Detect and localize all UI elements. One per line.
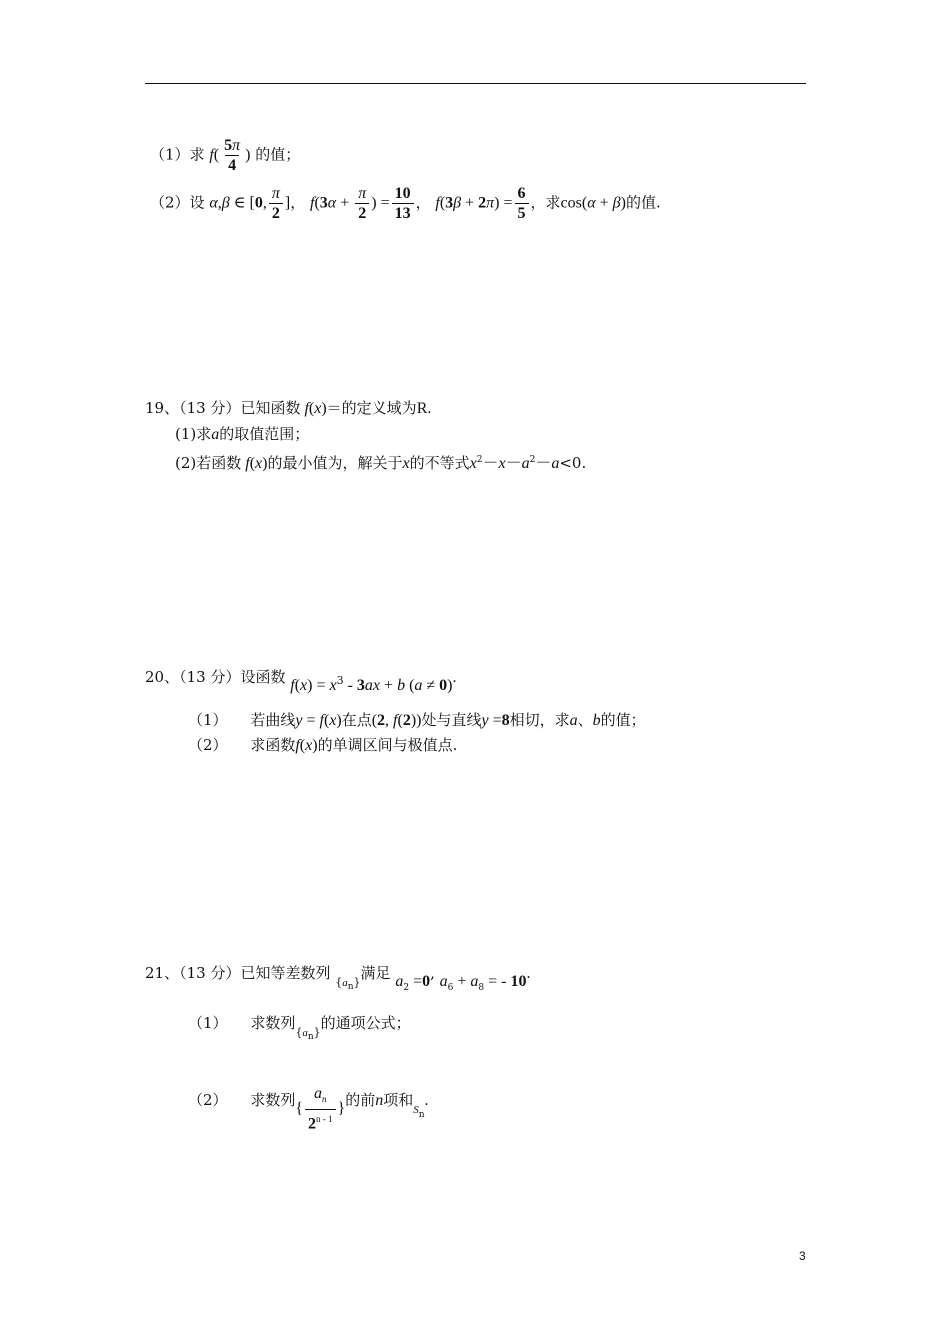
q19-part2: (2)若函数 f(x)的最小值为，解关于x的不等式$x^2-x-a^2-a<0$. <box>175 454 587 472</box>
q19-header: 19、（13 分）已知函数 f(x)＝的定义域为R. <box>145 399 432 417</box>
q21-part1: （1） 求数列$_{\{a_n\}}$的通项公式； <box>188 1014 411 1043</box>
q20-header: 20、（13 分）设函数 $f(x) = x^3 - 3ax + b$ (a ≠ 0). <box>145 668 457 694</box>
q18-part1: （1）求 f( $\frac{5\pi}{4}$ ) 的值； <box>150 137 301 174</box>
q21-header: 21、（13 分）已知等差数列 $_{\{a_n\}}$满足 $a_2 =0$, $a_6 + a_8$ = - 10. <box>145 964 531 993</box>
page-number: 3 <box>799 1249 806 1263</box>
q20-part1: （1） 若曲线y = f(x)在点(2, f(2))处与直线y =8相切，求a、b的值； <box>188 711 646 729</box>
q18-part2: （2）设 α,β ∈ [0, $\frac{\pi}{2}$ ]， f(3α + $\frac{\pi}{2}$ ) = $\frac{10}{13}$ ， f(3β + 2π) = $\frac{6}{5}$ ，求cos(α + β)的值. <box>150 185 661 222</box>
q20-part2: （2） 求函数f(x)的单调区间与极值点. <box>188 736 458 754</box>
header-rule <box>145 83 806 84</box>
q19-part1: (1)求a的取值范围； <box>175 425 310 443</box>
q21-part2: （2） 求数列{ $\frac{a_n}{2^{n - 1}}$ }的前n项和$S_n$. <box>188 1085 429 1133</box>
